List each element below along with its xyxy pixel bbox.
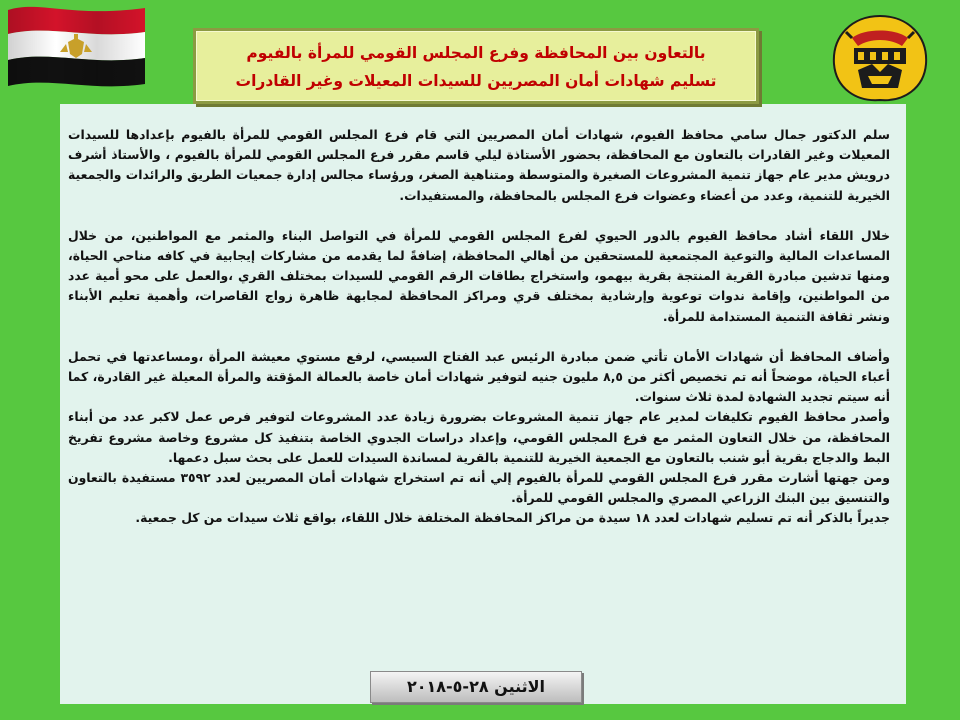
date-badge: الاثنين ٢٨-٥-٢٠١٨ [370, 671, 582, 703]
headline-line-2: تسليم شهادات أمان المصريين للسيدات المعيلات وغير القادرات [235, 72, 717, 90]
article-paragraph: ومن جهتها أشارت مقرر فرع المجلس القومي للمرأة بالفيوم إلي أنه تم استخراج شهادات أمان المصريين لعدد ٣٥٩٢ مستفيدة بالتعاون والتنسيق بين البنك الزراعي المصري والمجلس القومي للمرأة. [68, 470, 890, 506]
egypt-flag-icon [0, 0, 150, 104]
fayoum-governorate-emblem-icon [828, 12, 932, 104]
article-paragraph: وأصدر محافظ الفيوم تكليفات لمدير عام جهاز تنمية المشروعات بضرورة زيادة عدد المشروعات لتوفير فرص عمل لاكبر عدد من أبناء المحافظة، من خلال التعاون المثمر مع فرع المجلس القومي، وإعداد دراسات الجدوي الخاصة بتنفيذ كل مشروع وخاصة مشروع تفريخ البط والدجاج بقرية أبو شنب بالتعاون مع الجمعية الخيرية للتنمية بالقرية لمساندة السيدات للعمل على بحث سبل دعمها. [68, 409, 890, 465]
article-body [68, 125, 890, 529]
paragraph-gap [68, 206, 890, 226]
article-paragraph: سلم الدكتور جمال سامي محافظ الفيوم، شهادات أمان المصريين التي قام فرع المجلس القومي للمرأة بالفيوم بإعدادها للسيدات المعيلات وغير القادرات بالتعاون مع المحافظة، بحضور الأستاذة ليلي قاسم مقرر فرع المجلس القومي للمرأة بالفيوم ، والأستاذ أشرف درويش مدير عام جهاز تنمية المشروعات الصغيرة والمتوسطة ومتناهية الصغر، ورؤساء مجالس إدارة جمعيات الطريق والرائدات والجمعية الخيرية للتنمية، وعدد من أعضاء وعضوات فرع المجلس بالمحافظة، والمستفيدات. [68, 127, 890, 203]
paragraph-gap [68, 327, 890, 347]
article-paragraph: خلال اللقاء أشاد محافظ الفيوم بالدور الحيوي لفرع المجلس القومي للمرأة في التواصل البناء والمثمر مع المواطنين، من خلال المساعدات المالية والتوعية المجتمعية للمستحقين من أهالي المحافظة، إضافةً لما يقدمه من مشاركات إيجابية في كافه مناحي الحياة، ومنها تدشين مبادرة القرية المنتجة بقرية بيهمو، واستخراج بطاقات الرقم القومي للسيدات بمختلف القري ،والعمل على محو أمية عدد من المواطنين، وإقامة ندوات توعوية وإرشادية بمختلف قري ومراكز المحافظة لمجابهة ظاهرة زواج القاصرات، وأهمية تعليم الأبناء ونشر ثقافة التنمية المستدامة للمرأة. [68, 227, 890, 324]
article-paragraph: وأضاف المحافظ أن شهادات الأمان تأتي ضمن مبادرة الرئيس عبد الفتاح السيسي، لرفع مستوي معيشة المرأة ،ومساعدتها في تحمل أعباء الحياة، موضحاً أنه تم تخصيص أكثر من ٨,٥ مليون جنيه لتوفير شهادات أمان خاصة بالعمالة المؤقتة والمرأة المعيلة غير القادرة، كما أنه سيتم تجديد الشهادة لمدة ثلاث سنوات. [68, 348, 891, 405]
article-paragraph: جديراً بالذكر أنه تم تسليم شهادات لعدد ١٨ سيدة من مراكز المحافظة المختلفة خلال اللقاء، بواقع ثلاث سيدات من كل جمعية. [135, 510, 890, 526]
headline-line-1: بالتعاون بين المحافظة وفرع المجلس القومي للمرأة بالفيوم [246, 44, 706, 62]
headline-box [193, 28, 759, 104]
